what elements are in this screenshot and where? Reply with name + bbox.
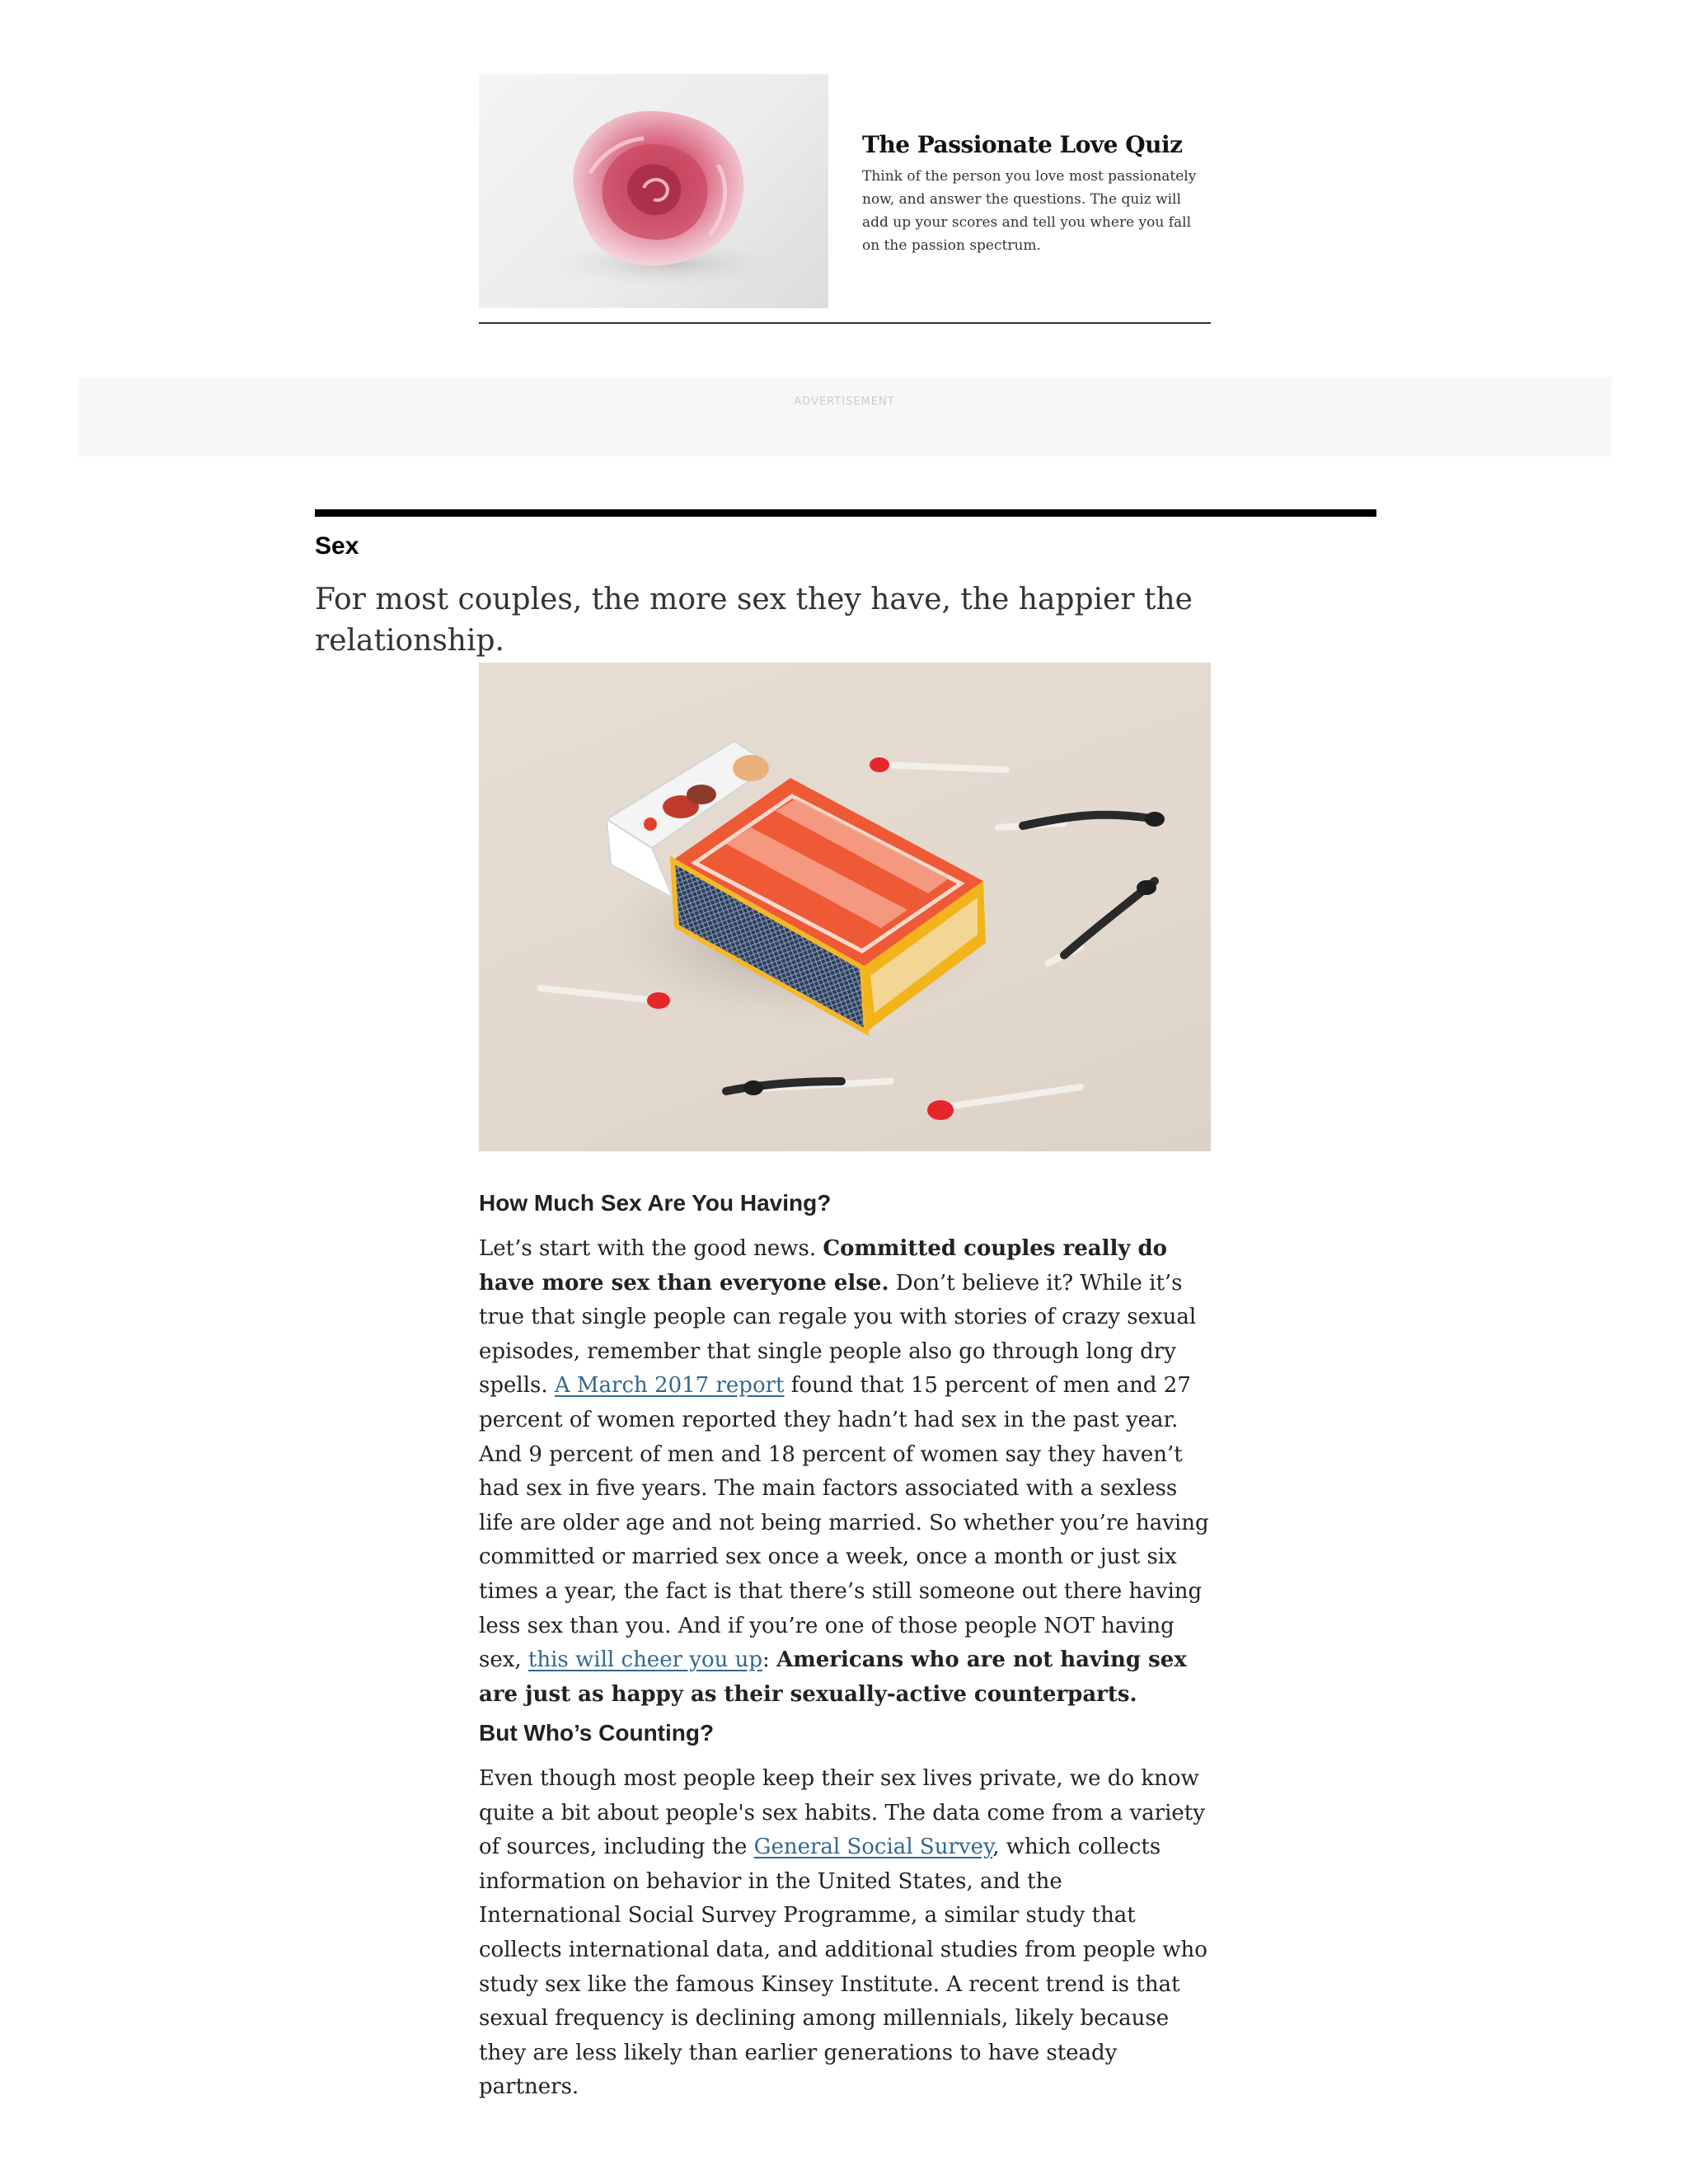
article-paragraph-1: [479, 1232, 1211, 1712]
advertisement-slot: [77, 377, 1611, 457]
paragraph: [479, 1762, 1211, 2105]
promo-text: [862, 130, 1208, 257]
section-rule: [315, 509, 1376, 517]
rose-image[interactable]: [479, 74, 828, 308]
article-section-1: [479, 1187, 1211, 1220]
section-heading-who-counting: But Who’s Counting?: [479, 1720, 715, 1746]
promo-description: Think of the person you love most passionately now, and answer the questions. The quiz will add up your scores and tell you where you fall on the passion spectrum.: [862, 168, 1197, 254]
cheer-you-up-link[interactable]: this will cheer you up: [528, 1647, 763, 1673]
text-run: , which collects information on behavior in the United States, and the International Social Survey Programme, a similar study that collects international data, and additional studies from people who study sex like the famous Kinsey Institute. A recent trend is that sexual frequency is declining among millennials, likely because they are less likely than earlier generations to have steady partners.: [479, 1835, 1207, 2100]
advertisement-label: ADVERTISEMENT: [794, 396, 895, 408]
quiz-promo-card[interactable]: [479, 74, 1211, 324]
bold-text: Americans who are not having sex are just as happy as their sexually-active counterparts.: [479, 1647, 1187, 1707]
section-heading-how-much: How Much Sex Are You Having?: [479, 1190, 832, 1216]
text-run: found that 15 percent of men and 27 percent of women reported they hadn’t had sex in the past year. And 9 percent of men and 18 percent of women say they haven’t had sex in five years. The main factors associated with a sexless life are older age and not being married. So whether you’re having committed or married sex once a week, once a month or just six times a year, the fact is that there’s still someone out there having less sex than you. And if you’re one of those people NOT having sex,: [479, 1373, 1209, 1673]
bold-text: Committed couples really do have more sex than everyone else.: [479, 1236, 1168, 1296]
text-run: Let’s start with the good news.: [479, 1236, 823, 1261]
article-paragraph-2: [479, 1762, 1211, 2105]
article-section-2: [479, 1717, 1211, 1750]
paragraph: [479, 1232, 1211, 1712]
text-run: :: [762, 1647, 777, 1673]
march-2017-report-link[interactable]: A March 2017 report: [554, 1373, 785, 1399]
text-run: Don’t believe it? While it’s true that single people can regale you with stories of crazy sexual episodes, remember that single people also go through long dry spells.: [479, 1270, 1197, 1399]
matchbox-illustration: [479, 663, 1211, 1151]
general-social-survey-link[interactable]: General Social Survey: [753, 1835, 993, 1860]
section-deck: For most couples, the more sex they have, the happier the relationship.: [315, 583, 1193, 658]
section-label: Sex: [315, 532, 359, 560]
text-run: Even though most people keep their sex lives private, we do know quite a bit about people's sex habits. The data come from a variety of sources, including the: [479, 1766, 1205, 1860]
promo-title[interactable]: The Passionate Love Quiz: [862, 131, 1183, 158]
